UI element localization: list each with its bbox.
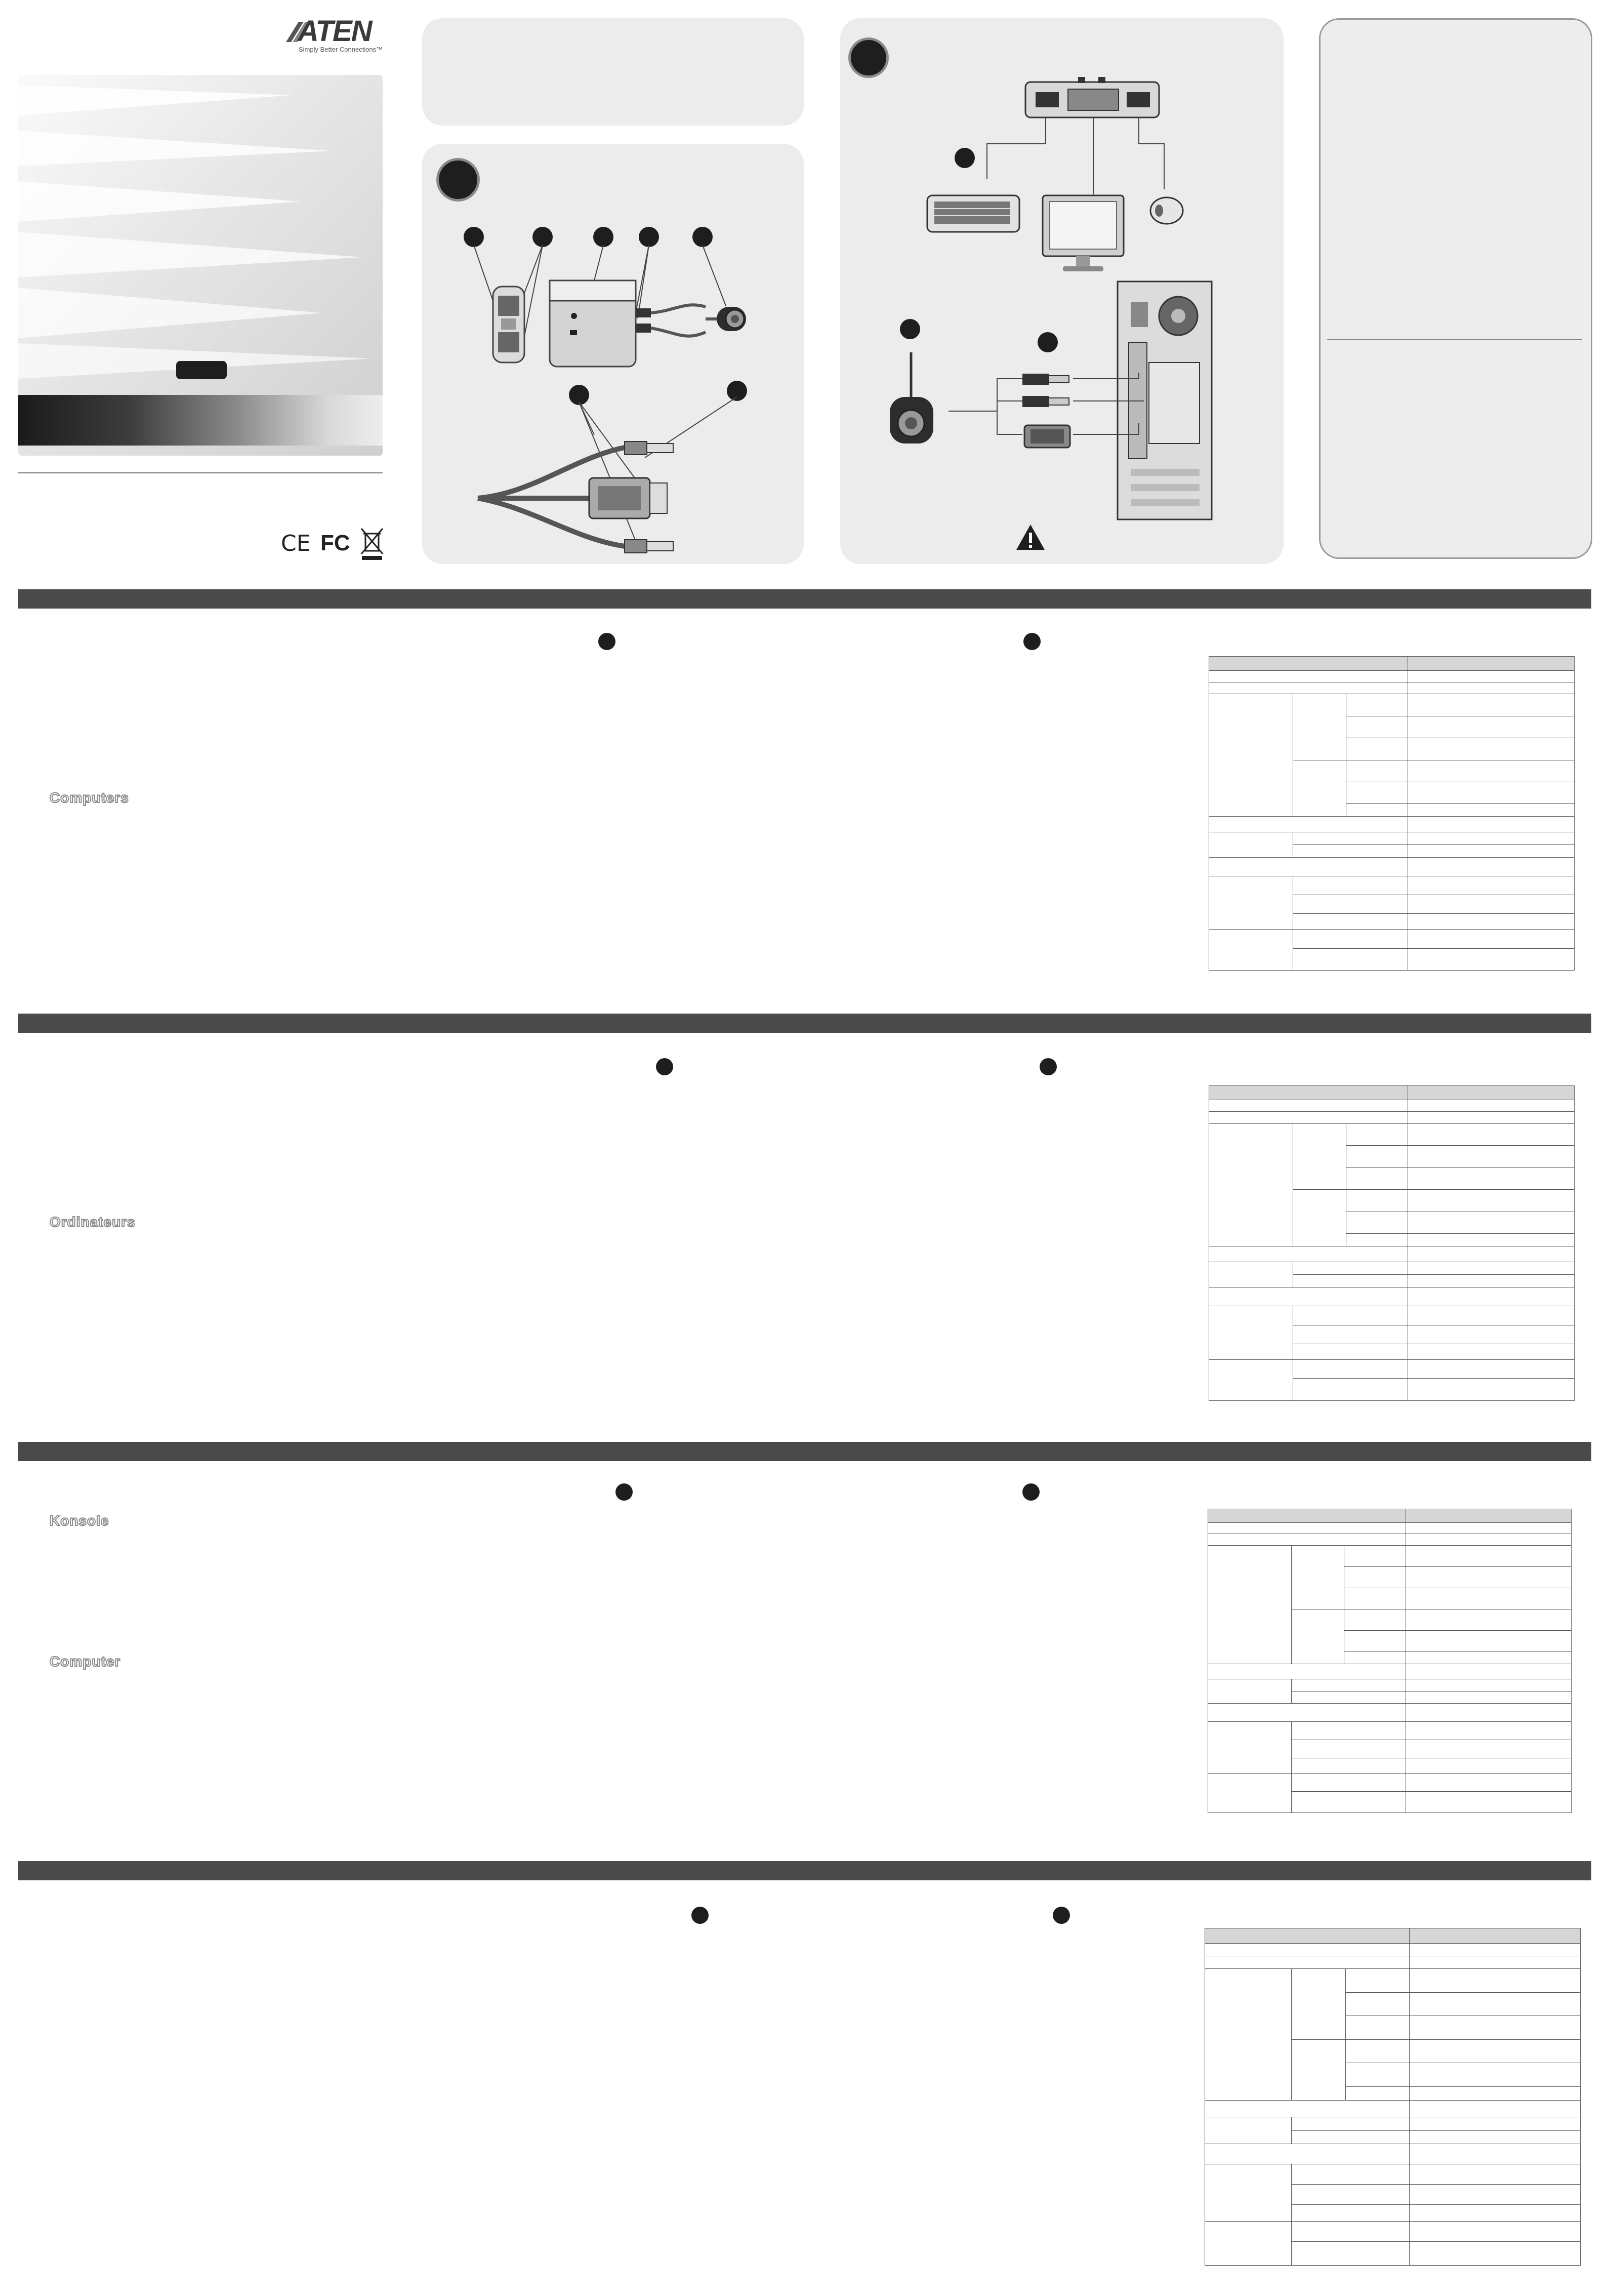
spec-table-cell — [1408, 716, 1575, 738]
spec-table-cell — [1205, 1928, 1410, 1944]
spec-table-cell — [1291, 1609, 1344, 1664]
spec-table-cell — [1345, 2063, 1410, 2087]
panel-intro — [422, 18, 804, 126]
spec-table-cell — [1408, 832, 1575, 845]
spec-table-cell — [1408, 913, 1575, 930]
spec-table-cell — [1408, 929, 1575, 948]
section-label-konsole: Konsole — [50, 1513, 109, 1528]
spec-table-cell — [1291, 1740, 1406, 1758]
panel-notes — [1319, 18, 1592, 559]
spec-table-cell — [1406, 1534, 1572, 1546]
spec-table-cell — [1406, 1758, 1572, 1774]
spec-table-cell — [1408, 1262, 1575, 1275]
spec-table-cell — [1293, 1274, 1408, 1287]
spec-table-cell — [1408, 1145, 1575, 1168]
spec-table-1 — [1209, 656, 1574, 970]
panel-notes-divider — [1327, 339, 1582, 340]
spec-table-cell — [1209, 876, 1293, 930]
step-dot-2a — [656, 1058, 673, 1075]
spec-table-cell — [1408, 760, 1575, 782]
spec-table-cell — [1293, 1123, 1346, 1190]
spec-table-cell — [1408, 1344, 1575, 1360]
spec-table-cell — [1205, 1956, 1410, 1969]
brand-tagline: Simply Better Connections™ — [299, 46, 383, 53]
section-label-ordinateurs: Ordinateurs — [50, 1214, 136, 1230]
warning-icon — [1016, 525, 1045, 550]
fcc-mark-icon: FC — [320, 531, 350, 555]
spec-table-cell — [1293, 876, 1408, 895]
spec-table-cell — [1209, 1123, 1293, 1247]
vga-connector-icon — [589, 478, 667, 518]
spec-table-cell — [1205, 2100, 1410, 2117]
spec-table-cell — [1409, 2100, 1581, 2117]
spec-table-cell — [1408, 1212, 1575, 1234]
step-dot-1a — [598, 633, 615, 650]
spec-table-cell — [1346, 1123, 1409, 1146]
spec-table-cell — [1293, 1189, 1346, 1246]
spec-table-cell — [1209, 1306, 1293, 1360]
kvm-hardware-drawing — [422, 144, 804, 564]
spec-table-cell — [1406, 1740, 1572, 1758]
spec-table-cell — [1408, 1287, 1575, 1306]
spec-table-cell — [1209, 1262, 1293, 1287]
spec-table-cell — [1408, 816, 1575, 832]
spec-table-cell — [1409, 2144, 1581, 2164]
spec-table-cell — [1346, 803, 1409, 817]
spec-table-cell — [1291, 2221, 1410, 2242]
language-band-3 — [18, 1442, 1591, 1461]
aten-logo — [283, 15, 385, 56]
kvm-switch-icon — [493, 287, 524, 362]
spec-table-cell — [1291, 1691, 1406, 1704]
spec-table-cell — [1408, 803, 1575, 817]
spec-table-cell — [1344, 1630, 1406, 1652]
spec-table-cell — [1291, 1791, 1406, 1813]
spec-table-cell — [1406, 1679, 1572, 1691]
spec-table-cell — [1209, 1359, 1293, 1401]
spec-table-cell — [1293, 948, 1408, 971]
spec-table-cell — [1293, 832, 1408, 845]
language-band-4 — [18, 1861, 1591, 1880]
section-label-computers: Computers — [50, 790, 129, 805]
spec-table-cell — [1408, 857, 1575, 876]
spec-table-cell — [1408, 1233, 1575, 1246]
spec-table-cell — [1291, 2039, 1346, 2101]
spec-table-cell — [1346, 782, 1409, 804]
installation-diagram — [840, 18, 1284, 564]
spec-table-cell — [1408, 1378, 1575, 1401]
spec-table-cell — [1408, 1111, 1575, 1124]
spec-table-cell — [1408, 694, 1575, 716]
spec-table-cell — [1346, 1189, 1409, 1212]
step-dot-2b — [1040, 1058, 1057, 1075]
step-dot-1b — [1023, 633, 1041, 650]
spec-table-cell — [1209, 1246, 1408, 1262]
spec-table-cell — [1409, 2063, 1581, 2087]
remote-switch-icon — [706, 307, 746, 331]
spec-table-cell — [1345, 1968, 1410, 1993]
spec-table-cell — [1408, 895, 1575, 914]
spec-table-cell — [1406, 1664, 1572, 1679]
spec-table-cell — [1406, 1773, 1572, 1792]
usb-connector-icon — [1022, 374, 1069, 407]
spec-table-cell — [1209, 682, 1408, 695]
cover-divider — [18, 472, 383, 473]
step-dot-3b — [1022, 1483, 1040, 1501]
monitor-icon — [1043, 195, 1124, 271]
spec-table-cell — [1208, 1509, 1406, 1523]
spec-table-cell — [1408, 1123, 1575, 1146]
spec-table-cell — [1406, 1588, 1572, 1609]
spec-table-cell — [1205, 1968, 1292, 2101]
spec-table-cell — [1409, 2039, 1581, 2064]
brand-name: ATEN — [298, 15, 372, 48]
spec-table-cell — [1406, 1609, 1572, 1631]
spec-table-cell — [1293, 1378, 1408, 1401]
spec-table-cell — [1293, 929, 1408, 948]
step-dot-3a — [615, 1483, 633, 1501]
spec-table-cell — [1346, 694, 1409, 716]
spec-table-cell — [1409, 2086, 1581, 2101]
spec-table-cell — [1406, 1703, 1572, 1722]
spec-table-cell — [1406, 1522, 1572, 1534]
spec-table-cell — [1408, 948, 1575, 971]
spec-table-cell — [1209, 670, 1408, 682]
spec-table-cell — [1291, 1679, 1406, 1691]
spec-table-cell — [1408, 1100, 1575, 1112]
spec-table-cell — [1408, 1085, 1575, 1100]
spec-table-cell — [1409, 2204, 1581, 2222]
section-label-computer: Computer — [50, 1654, 121, 1669]
keyboard-icon — [927, 195, 1019, 232]
spec-table-cell — [1293, 1306, 1408, 1325]
spec-table-cell — [1408, 1274, 1575, 1287]
spec-table-cell — [1208, 1721, 1292, 1774]
spec-table-cell — [1205, 2221, 1292, 2266]
spec-table-cell — [1293, 913, 1408, 930]
spec-table-cell — [1344, 1651, 1406, 1664]
spec-table-cell — [1406, 1545, 1572, 1567]
cert-marks — [281, 527, 387, 560]
spec-table-cell — [1346, 1167, 1409, 1190]
spec-table-cell — [1346, 1233, 1409, 1246]
mouse-icon — [1150, 197, 1183, 224]
spec-table-cell — [1406, 1630, 1572, 1652]
vga-connector-icon — [1024, 425, 1070, 448]
spec-table-cell — [1409, 2016, 1581, 2040]
spec-table-cell — [1208, 1679, 1292, 1704]
spec-table-cell — [1409, 1992, 1581, 2017]
spec-table-cell — [1209, 656, 1408, 671]
spec-table-cell — [1345, 1992, 1410, 2017]
spec-table-cell — [1344, 1588, 1406, 1609]
spec-table-cell — [1209, 816, 1408, 832]
spec-table-cell — [1409, 1956, 1581, 1969]
spec-table-cell — [1408, 682, 1575, 695]
spec-table-cell — [1291, 1773, 1406, 1792]
spec-table-cell — [1346, 1212, 1409, 1234]
ce-mark-icon: CE — [281, 531, 311, 556]
kvm-switch-icon — [1025, 77, 1159, 117]
remote-switch-icon — [890, 352, 933, 444]
spec-table-cell — [1291, 2204, 1410, 2222]
spec-table-cell — [1209, 1111, 1408, 1124]
spec-table-cell — [1293, 1344, 1408, 1360]
spec-table-cell — [1409, 2221, 1581, 2242]
spec-table-cell — [1408, 876, 1575, 895]
spec-table-cell — [1291, 1721, 1406, 1740]
cover-badge — [176, 361, 227, 379]
spec-table-cell — [1291, 2184, 1410, 2205]
spec-table-cell — [1344, 1566, 1406, 1588]
spec-table-cell — [1409, 2241, 1581, 2266]
spec-table-cell — [1408, 1325, 1575, 1344]
spec-table-cell — [1409, 1943, 1581, 1956]
spec-table-cell — [1345, 2016, 1410, 2040]
spec-table-cell — [1409, 2164, 1581, 2185]
spec-table-cell — [1293, 1359, 1408, 1379]
spec-table-cell — [1406, 1691, 1572, 1704]
spec-table-cell — [1293, 895, 1408, 914]
spec-table-cell — [1346, 1145, 1409, 1168]
spec-table-cell — [1208, 1773, 1292, 1813]
spec-table-cell — [1408, 670, 1575, 682]
spec-table-cell — [1408, 844, 1575, 858]
spec-table-cell — [1346, 716, 1409, 738]
spec-table-cell — [1344, 1609, 1406, 1631]
spec-table-cell — [1291, 2241, 1410, 2266]
spec-table-cell — [1209, 694, 1293, 817]
spec-table-cell — [1205, 2164, 1292, 2222]
spec-table-cell — [1409, 1968, 1581, 1993]
cover-art — [18, 75, 383, 456]
spec-table-cell — [1406, 1791, 1572, 1813]
spec-table-cell — [1346, 760, 1409, 782]
spec-table-cell — [1406, 1721, 1572, 1740]
spec-table-cell — [1346, 738, 1409, 760]
spec-table-cell — [1209, 1287, 1408, 1306]
spec-table-cell — [1293, 1325, 1408, 1344]
step-dot-4b — [1053, 1907, 1070, 1924]
spec-table-cell — [1293, 760, 1346, 817]
spec-table-cell — [1409, 2130, 1581, 2145]
spec-table-cell — [1409, 1928, 1581, 1944]
spec-table-cell — [1209, 1085, 1408, 1100]
spec-table-cell — [1208, 1534, 1406, 1546]
spec-table-cell — [1409, 2117, 1581, 2131]
spec-table-cell — [1205, 2117, 1292, 2144]
language-band-2 — [18, 1014, 1591, 1033]
spec-table-cell — [1345, 2086, 1410, 2101]
spec-table-3 — [1208, 1509, 1571, 1812]
spec-table-cell — [1408, 1359, 1575, 1379]
spec-table-cell — [1408, 656, 1575, 671]
spec-table-cell — [1208, 1522, 1406, 1534]
spec-table-cell — [1409, 2184, 1581, 2205]
spec-table-cell — [1205, 1943, 1410, 1956]
spec-table-cell — [1209, 857, 1408, 876]
spec-table-cell — [1293, 1262, 1408, 1275]
spec-table-cell — [1291, 2130, 1410, 2145]
spec-table-cell — [1209, 929, 1293, 971]
spec-table-cell — [1406, 1509, 1572, 1523]
pixel-gradient-strip — [18, 395, 383, 446]
spec-table-4 — [1205, 1928, 1580, 2265]
spec-table-cell — [1205, 2144, 1410, 2164]
spec-table-cell — [1408, 738, 1575, 760]
spec-table-cell — [1208, 1703, 1406, 1722]
spec-table-cell — [1291, 1758, 1406, 1774]
spec-table-cell — [1293, 844, 1408, 858]
spec-table-cell — [1406, 1651, 1572, 1664]
spec-table-cell — [1344, 1545, 1406, 1567]
spec-table-cell — [1408, 1306, 1575, 1325]
spec-table-cell — [1408, 782, 1575, 804]
spec-table-cell — [1208, 1545, 1292, 1664]
spec-table-cell — [1291, 2117, 1410, 2131]
spec-table-cell — [1408, 1189, 1575, 1212]
spec-table-cell — [1208, 1664, 1406, 1679]
spec-table-2 — [1209, 1085, 1574, 1400]
cover-stripes — [18, 75, 383, 389]
spec-table-cell — [1345, 2039, 1410, 2064]
spec-table-cell — [1291, 2164, 1410, 2185]
spec-table-cell — [1293, 694, 1346, 760]
spec-table-cell — [1291, 1968, 1346, 2040]
spec-table-cell — [1209, 1100, 1408, 1112]
spec-table-cell — [1408, 1246, 1575, 1262]
step-dot-4a — [691, 1907, 709, 1924]
spec-table-cell — [1291, 1545, 1344, 1609]
weee-bin-icon — [359, 527, 385, 560]
spec-table-cell — [1408, 1167, 1575, 1190]
language-band-1 — [18, 589, 1591, 609]
spec-table-cell — [1209, 832, 1293, 858]
spec-table-cell — [1406, 1566, 1572, 1588]
